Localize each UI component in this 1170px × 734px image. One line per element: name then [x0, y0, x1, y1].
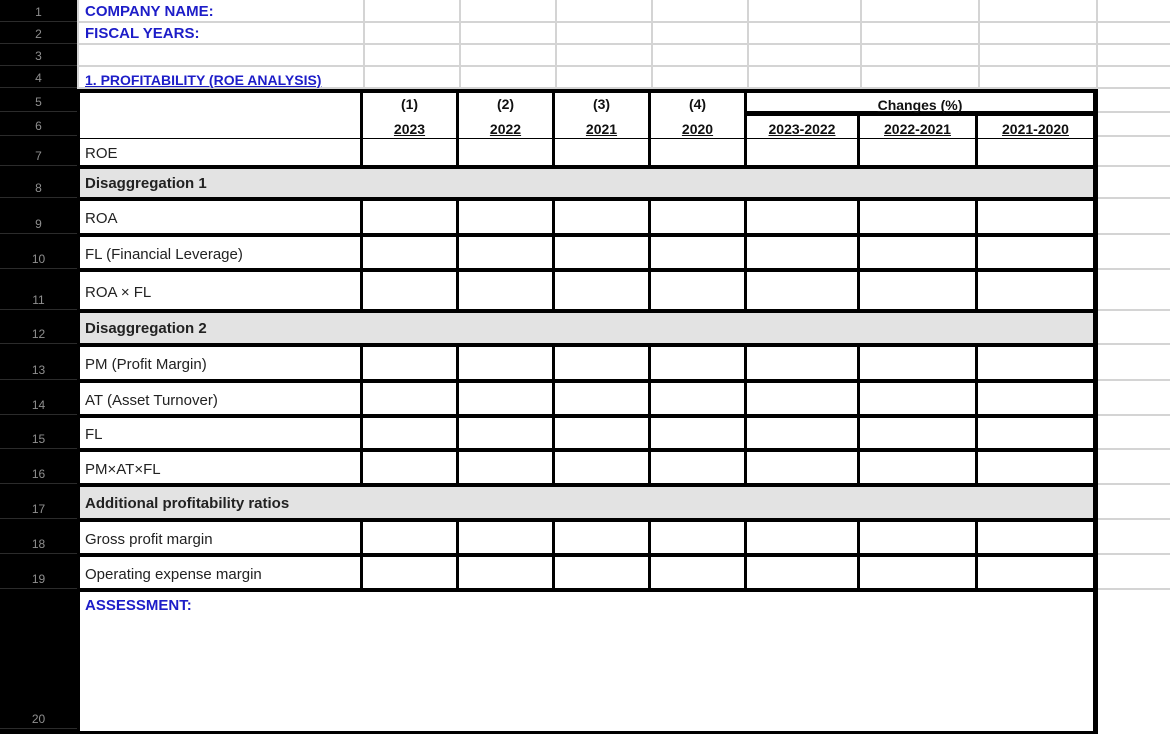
data-cell[interactable]	[978, 383, 1093, 414]
row-label: ROA × FL	[85, 283, 152, 301]
data-cell[interactable]	[747, 383, 857, 414]
data-cell[interactable]	[363, 201, 456, 233]
data-cell[interactable]	[363, 237, 456, 268]
data-cell[interactable]	[747, 272, 857, 309]
row-label: Operating expense margin	[85, 565, 262, 583]
data-cell[interactable]	[459, 347, 552, 379]
data-cell[interactable]	[747, 522, 857, 553]
data-cell[interactable]	[555, 383, 648, 414]
column-year: 2022	[489, 121, 522, 137]
section-header-row[interactable]	[80, 313, 1093, 343]
row-label: PM×AT×FL	[85, 460, 161, 478]
data-cell[interactable]	[459, 139, 552, 165]
data-cell[interactable]	[555, 418, 648, 448]
fiscal-years-label: FISCAL YEARS:	[85, 25, 200, 42]
data-cell[interactable]	[978, 522, 1093, 553]
data-cell[interactable]	[459, 522, 552, 553]
data-cell[interactable]	[860, 347, 975, 379]
data-cell[interactable]	[978, 418, 1093, 448]
data-cell[interactable]	[747, 557, 857, 588]
row-number[interactable]	[0, 136, 77, 166]
data-cell[interactable]	[363, 383, 456, 414]
changes-title: Changes (%)	[877, 97, 963, 113]
change-period: 2021-2020	[1002, 121, 1069, 137]
data-cell[interactable]	[978, 201, 1093, 233]
row-number[interactable]	[0, 88, 77, 112]
data-cell[interactable]	[459, 201, 552, 233]
row-label: ROE	[85, 145, 118, 162]
data-cell[interactable]	[363, 557, 456, 588]
row-label-cell[interactable]	[80, 418, 360, 448]
data-cell[interactable]	[651, 139, 744, 165]
row-number-label: 1	[35, 5, 42, 19]
data-cell[interactable]	[459, 452, 552, 483]
row-number[interactable]	[0, 198, 77, 234]
row-number-label: 4	[35, 71, 42, 85]
data-cell[interactable]	[459, 557, 552, 588]
data-cell[interactable]	[860, 452, 975, 483]
data-cell[interactable]	[363, 522, 456, 553]
data-cell[interactable]	[363, 139, 456, 165]
data-cell[interactable]	[860, 272, 975, 309]
data-cell[interactable]	[555, 452, 648, 483]
row-number[interactable]	[0, 519, 77, 554]
data-cell[interactable]	[860, 383, 975, 414]
gridline-h	[77, 43, 1170, 45]
column-number: (4)	[688, 96, 707, 112]
data-cell[interactable]	[978, 139, 1093, 165]
assessment-area[interactable]	[80, 592, 1093, 731]
data-cell[interactable]	[555, 272, 648, 309]
row-number-label: 6	[35, 119, 42, 133]
data-cell[interactable]	[651, 522, 744, 553]
data-cell[interactable]	[860, 237, 975, 268]
section-title-profitability: 1. PROFITABILITY (ROE ANALYSIS)	[85, 72, 322, 88]
row-label: ROA	[85, 210, 118, 227]
row-label: FL (Financial Leverage)	[85, 245, 243, 263]
row-number-label: 16	[31, 467, 46, 481]
gridline-h	[77, 21, 1170, 23]
row-number[interactable]	[0, 166, 77, 198]
data-cell[interactable]	[459, 383, 552, 414]
row-number-label: 13	[31, 363, 46, 377]
row-number[interactable]	[0, 112, 77, 136]
row-number-label: 20	[31, 712, 46, 726]
row-label: AT (Asset Turnover)	[85, 391, 218, 409]
data-cell[interactable]	[747, 201, 857, 233]
row-number-label: 12	[31, 327, 46, 341]
row-number[interactable]	[0, 66, 77, 88]
data-cell[interactable]	[651, 418, 744, 448]
row-label-cell[interactable]	[80, 139, 360, 165]
row-number-label: 5	[35, 95, 42, 109]
data-cell[interactable]	[363, 272, 456, 309]
data-cell[interactable]	[651, 452, 744, 483]
row-number-label: 11	[32, 293, 45, 307]
data-cell[interactable]	[651, 201, 744, 233]
row-number[interactable]	[0, 44, 77, 66]
section-header-row[interactable]	[80, 169, 1093, 197]
data-cell[interactable]	[860, 201, 975, 233]
data-cell[interactable]	[860, 418, 975, 448]
row-number[interactable]	[0, 234, 77, 269]
row-number[interactable]	[0, 0, 77, 22]
data-cell[interactable]	[459, 418, 552, 448]
company-name-label: COMPANY NAME:	[85, 3, 214, 20]
data-cell[interactable]	[978, 237, 1093, 268]
column-number: (3)	[592, 96, 611, 112]
data-cell[interactable]	[747, 452, 857, 483]
data-cell[interactable]	[747, 347, 857, 379]
row-number-label: 15	[31, 432, 46, 446]
column-number: (2)	[496, 96, 515, 112]
data-cell[interactable]	[651, 272, 744, 309]
data-cell[interactable]	[978, 272, 1093, 309]
data-cell[interactable]	[747, 139, 857, 165]
row-number-label: 2	[35, 27, 42, 41]
gridline-h	[77, 65, 1170, 67]
data-cell[interactable]	[555, 237, 648, 268]
row-number[interactable]	[0, 415, 77, 449]
data-cell[interactable]	[747, 237, 857, 268]
data-cell[interactable]	[555, 557, 648, 588]
data-cell[interactable]	[555, 522, 648, 553]
column-year: 2021	[585, 121, 618, 137]
row-label: FL	[85, 426, 103, 443]
data-cell[interactable]	[459, 272, 552, 309]
data-cell[interactable]	[860, 139, 975, 165]
data-cell[interactable]	[978, 452, 1093, 483]
data-cell[interactable]	[651, 347, 744, 379]
data-cell[interactable]	[860, 522, 975, 553]
data-cell[interactable]	[363, 347, 456, 379]
section-title: Additional profitability ratios	[85, 494, 290, 512]
data-cell[interactable]	[459, 237, 552, 268]
data-cell[interactable]	[651, 557, 744, 588]
row-label: PM (Profit Margin)	[85, 356, 207, 373]
assessment-label: ASSESSMENT:	[85, 597, 192, 614]
row-label: Gross profit margin	[85, 530, 213, 548]
data-cell[interactable]	[555, 201, 648, 233]
row-number[interactable]	[0, 22, 77, 44]
data-cell[interactable]	[555, 347, 648, 379]
row-number-label: 18	[31, 537, 46, 551]
row-number[interactable]	[0, 310, 77, 344]
row-number-label: 14	[31, 398, 46, 412]
data-cell[interactable]	[363, 452, 456, 483]
change-period: 2023-2022	[768, 121, 836, 137]
header-label-cell[interactable]	[80, 93, 360, 138]
row-number[interactable]	[0, 269, 77, 310]
row-number-label: 9	[35, 217, 42, 231]
row-number[interactable]	[0, 554, 77, 589]
row-number-label: 19	[31, 572, 46, 586]
section-title: Disaggregation 2	[85, 320, 207, 337]
data-cell[interactable]	[978, 557, 1093, 588]
data-cell[interactable]	[651, 237, 744, 268]
column-year: 2020	[681, 121, 714, 137]
data-cell[interactable]	[978, 347, 1093, 379]
row-number[interactable]	[0, 589, 77, 729]
data-cell[interactable]	[651, 383, 744, 414]
row-number[interactable]	[0, 484, 77, 519]
data-cell[interactable]	[860, 557, 975, 588]
data-cell[interactable]	[555, 139, 648, 165]
row-label-cell[interactable]	[80, 201, 360, 233]
column-number: (1)	[400, 96, 419, 112]
change-period: 2022-2021	[884, 121, 951, 137]
row-number-label: 17	[31, 502, 46, 516]
row-number[interactable]	[0, 449, 77, 484]
row-number-label: 10	[31, 252, 46, 266]
row-number[interactable]	[0, 380, 77, 415]
data-cell[interactable]	[747, 418, 857, 448]
row-number-label: 7	[35, 149, 42, 163]
row-number[interactable]	[0, 344, 77, 380]
data-cell[interactable]	[363, 418, 456, 448]
row-number-label: 8	[35, 181, 42, 195]
section-title: Disaggregation 1	[85, 175, 207, 192]
row-number-label: 3	[35, 49, 42, 63]
column-year: 2023	[393, 121, 426, 137]
